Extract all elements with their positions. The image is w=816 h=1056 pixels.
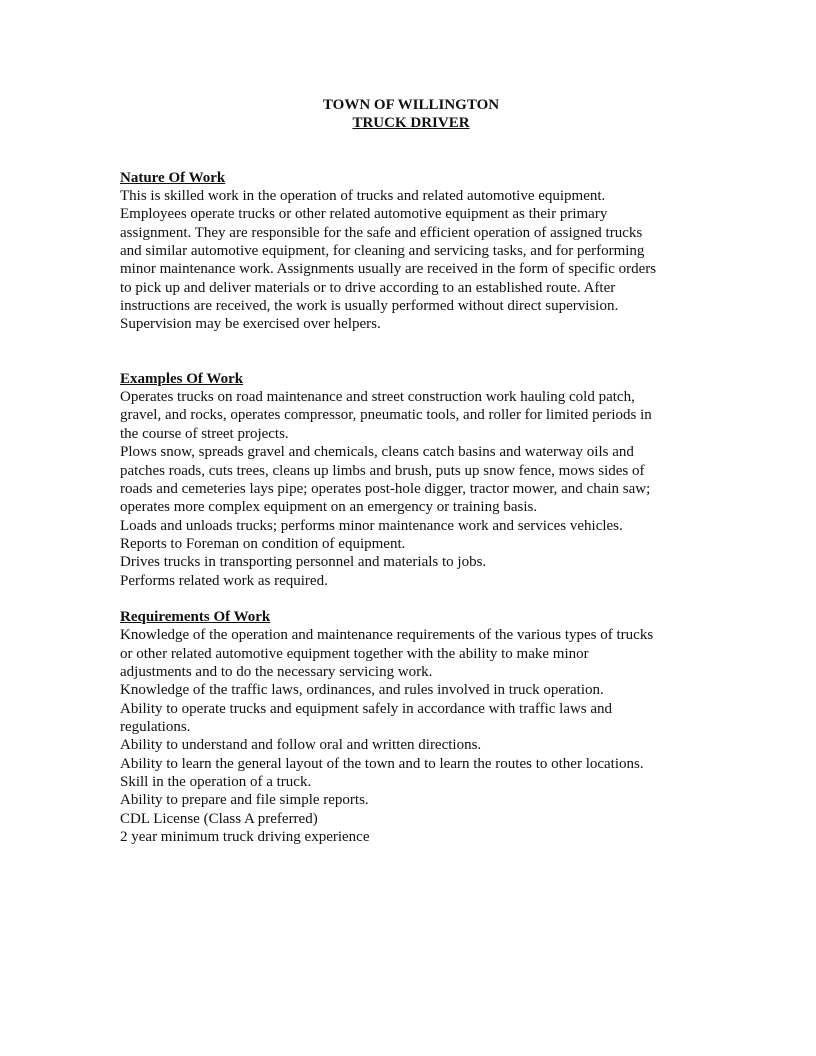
requirements-line: Ability to learn the general layout of the town and to learn the routes to other locations. [120,755,644,772]
examples-line: Plows snow, spreads gravel and chemicals, cleans catch basins and waterway oils and [120,444,634,461]
nature-line: Supervision may be exercised over helpers. [120,316,381,333]
examples-line: roads and cemeteries lays pipe; operates post-hole digger, tractor mower, and chain saw; [120,480,651,497]
document-subtitle: TRUCK DRIVER [352,115,470,132]
examples-line: Reports to Foreman on condition of equipment. [120,535,406,552]
nature-line: and similar automotive equipment, for cleaning and servicing tasks, and for performing [120,243,645,260]
section-nature-of-work [120,169,696,334]
examples-line: Drives trucks in transporting personnel and materials to jobs. [120,554,487,571]
section-title-nature: Nature Of Work [120,169,226,186]
section-title-examples: Examples Of Work [120,370,244,387]
examples-line: patches roads, cuts trees, cleans up limbs and brush, puts up snow fence, mows sides of [120,462,645,479]
requirements-line: Knowledge of the operation and maintenance requirements of the various types of trucks [120,627,654,644]
requirements-line: 2 year minimum truck driving experience [120,829,370,846]
examples-line: Loads and unloads trucks; performs minor maintenance work and services vehicles. [120,517,623,534]
requirements-line: CDL License (Class A preferred) [120,810,318,827]
section-requirements-of-work [120,608,696,846]
requirements-line: Ability to understand and follow oral and written directions. [120,737,482,754]
requirements-line: Ability to prepare and file simple reports. [120,792,369,809]
examples-line: operates more complex equipment on an emergency or training basis. [120,499,538,516]
nature-line: Employees operate trucks or other related automotive equipment as their primary [120,206,608,223]
document-title: TOWN OF WILLINGTON [322,97,500,113]
examples-paragraph [120,388,696,590]
requirements-line: adjustments and to do the necessary servicing work. [120,663,433,680]
nature-line: to pick up and deliver materials or to drive according to an established route. After [120,279,616,296]
nature-line: This is skilled work in the operation of trucks and related automotive equipment. [120,188,606,205]
examples-line: Performs related work as required. [120,572,328,589]
examples-line: gravel, and rocks, operates compressor, pneumatic tools, and roller for limited periods in [120,407,652,424]
nature-line: assignment. They are responsible for the safe and efficient operation of assigned trucks [120,224,643,241]
nature-line: instructions are received, the work is usually performed without direct supervision. [120,298,619,315]
requirements-paragraph [120,626,696,846]
requirements-line: Knowledge of the traffic laws, ordinances, and rules involved in truck operation. [120,682,604,699]
examples-line: Operates trucks on road maintenance and street construction work hauling cold patch, [120,389,635,406]
requirements-line: Ability to operate trucks and equipment safely in accordance with traffic laws and [120,700,613,717]
document-header [126,96,696,133]
nature-line: minor maintenance work. Assignments usually are received in the form of specific orders [120,261,657,278]
nature-paragraph [120,187,696,334]
requirements-line: regulations. [120,718,191,735]
requirements-line: Skill in the operation of a truck. [120,774,312,790]
section-examples-of-work [120,370,696,590]
section-title-requirements: Requirements Of Work [120,608,271,625]
examples-line: the course of street projects. [120,425,289,442]
requirements-line: or other related automotive equipment together with the ability to make minor [120,645,589,662]
